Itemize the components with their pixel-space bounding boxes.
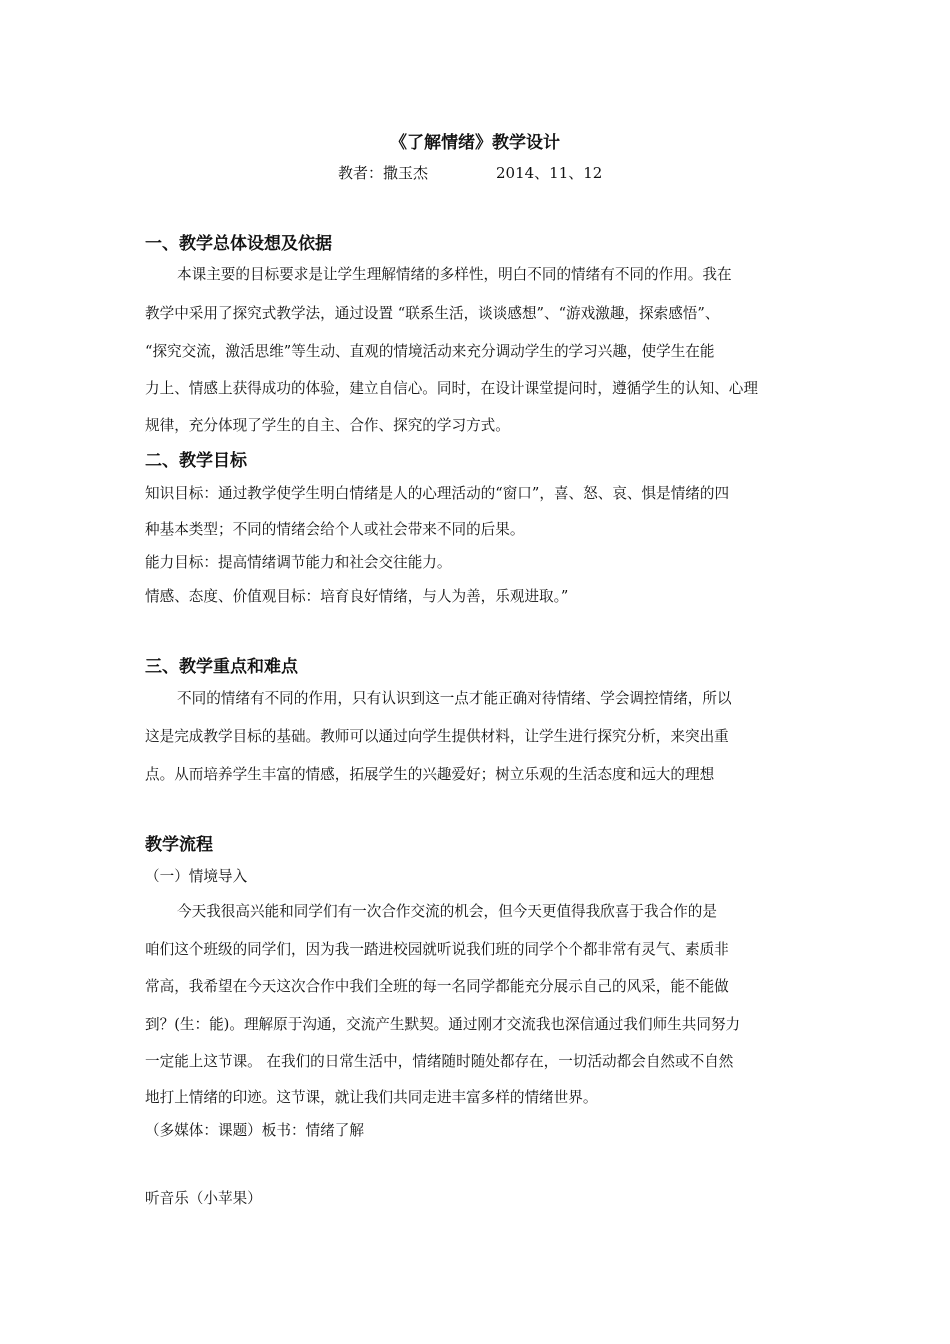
section3-line: 不同的情绪有不同的作用，只有认识到这一点才能正确对待情绪、学会调控情绪，所以 bbox=[177, 690, 732, 707]
section1-heading: 一、教学总体设想及依据 bbox=[145, 234, 332, 254]
document-title: 《了解情绪》教学设计 bbox=[390, 133, 560, 153]
author-line: 教者：撒玉杰 bbox=[338, 164, 429, 182]
section4-subheading: （一）情境导入 bbox=[145, 868, 248, 885]
section2-line: 情感、态度、价值观目标：培育良好情绪，与人为善，乐观进取。” bbox=[145, 588, 569, 605]
section1-line: 规律，充分体现了学生的自主、合作、探究的学习方式。 bbox=[145, 417, 510, 434]
section4-line: 到？(生：能)。理解原于沟通，交流产生默契。通过刚才交流我也深信通过我们师生共同努力 bbox=[145, 1016, 741, 1033]
section1-line: “探究交流，激活思维”等生动、直观的情境活动来充分调动学生的学习兴趣，使学生在能 bbox=[145, 343, 715, 360]
section2-line: 知识目标：通过教学使学生明白情绪是人的心理活动的“窗口”，喜、怒、哀、惧是情绪的四 bbox=[145, 485, 730, 502]
section1-line: 教学中采用了探究式教学法，通过设置 “联系生活，谈谈感想”、“游戏激趣，探索感悟”、 bbox=[145, 305, 720, 322]
section4-line: 咱们这个班级的同学们，因为我一踏进校园就听说我们班的同学个个都非常有灵气、素质非 bbox=[145, 941, 729, 958]
section4-heading: 教学流程 bbox=[145, 835, 213, 855]
section2-line: 种基本类型；不同的情绪会给个人或社会带来不同的后果。 bbox=[145, 521, 525, 538]
section2-line: 能力目标：提高情绪调节能力和社会交往能力。 bbox=[145, 554, 452, 571]
section3-line: 这是完成教学目标的基础。教师可以通过向学生提供材料，让学生进行探究分析，来突出重 bbox=[145, 728, 729, 745]
section4-line: 一定能上这节课。 在我们的日常生活中，情绪随时随处都存在，一切活动都会自然或不自然 bbox=[145, 1053, 734, 1070]
music-note: 听音乐（小苹果） bbox=[145, 1190, 262, 1207]
section3-line: 点。从而培养学生丰富的情感，拓展学生的兴趣爱好；树立乐观的生活态度和远大的理想 bbox=[145, 766, 715, 783]
section4-line: 今天我很高兴能和同学们有一次合作交流的机会，但今天更值得我欣喜于我合作的是 bbox=[177, 903, 717, 920]
date-line: 2014、11、12 bbox=[496, 164, 603, 182]
section2-heading: 二、教学目标 bbox=[145, 451, 247, 471]
section4-line: 常高，我希望在今天这次合作中我们全班的每一名同学都能充分展示自己的风采，能不能做 bbox=[145, 978, 729, 995]
section1-line: 本课主要的目标要求是让学生理解情绪的多样性，明白不同的情绪有不同的作用。我在 bbox=[177, 266, 732, 283]
section1-line: 力上、情感上获得成功的体验，建立自信心。同时，在设计课堂提问时，遵循学生的认知、心理 bbox=[145, 380, 758, 397]
media-note: （多媒体：课题）板书：情绪了解 bbox=[145, 1122, 364, 1139]
section3-heading: 三、教学重点和难点 bbox=[145, 657, 298, 677]
section4-line: 地打上情绪的印迹。这节课，就让我们共同走进丰富多样的情绪世界。 bbox=[145, 1089, 598, 1106]
